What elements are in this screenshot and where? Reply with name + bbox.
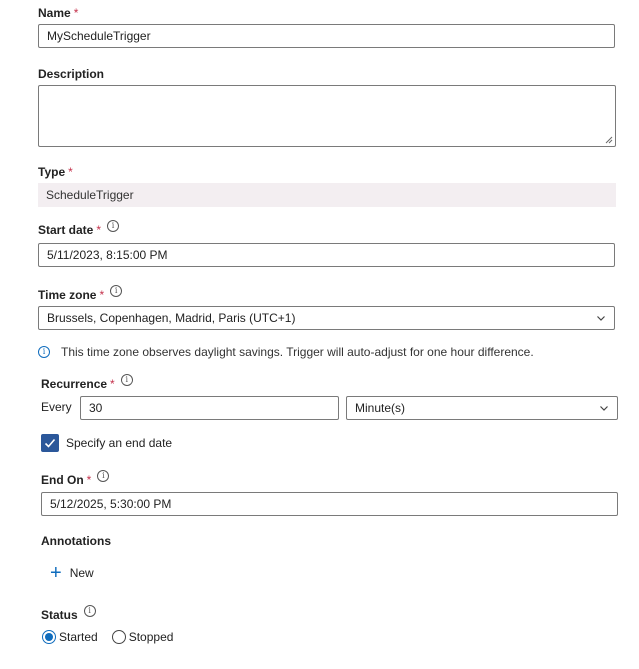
start-date-label [38,223,119,237]
resize-grip-icon[interactable] [605,136,613,144]
time-zone-select-value: Brussels, Copenhagen, Madrid, Paris (UTC+1) [47,311,296,325]
description-label [38,67,104,81]
status-label [41,608,96,622]
end-date-toggle-label: Specify an end date [66,436,173,450]
chevron-down-icon [596,313,606,323]
name-input-value: MyScheduleTrigger [47,29,151,43]
plus-icon: + [50,562,62,584]
end-on-required-mark: * [86,473,92,487]
time-zone-label-text: Time zone [38,288,97,302]
radio-unselected-icon [112,630,126,644]
type-value-text: ScheduleTrigger [46,188,134,202]
start-date-required-mark: * [96,223,102,237]
description-label-text: Description [38,67,105,81]
info-circle-icon[interactable]: i [84,605,96,617]
type-label [38,165,73,179]
time-zone-select[interactable] [38,306,615,330]
info-circle-icon[interactable]: i [107,220,119,232]
time-zone-note-text: This time zone observes daylight savings. Trigger will auto-adjust for one hour difference. [61,345,534,359]
end-on-input[interactable] [41,492,618,516]
add-annotation-label: New [69,566,94,580]
type-value [38,183,616,207]
name-label [38,6,78,20]
status-radio-group [42,630,187,644]
end-on-label-text: End On [41,473,84,487]
status-started-label: Started [59,630,98,644]
end-date-checkbox[interactable] [41,434,59,452]
annotations-label-text: Annotations [41,534,111,548]
status-stopped-label: Stopped [128,630,174,644]
annotations-label [41,534,111,548]
info-circle-icon[interactable]: i [97,470,109,482]
start-date-label-text: Start date [38,223,94,237]
recurrence-required-mark: * [110,377,115,391]
name-label-text: Name [38,6,71,20]
time-zone-required-mark: * [99,288,105,302]
end-date-toggle[interactable] [41,434,172,452]
time-zone-note [38,345,534,359]
recurrence-label [41,377,133,391]
type-label-text: Type [38,165,66,179]
status-stopped-radio[interactable] [112,630,174,644]
start-date-input-value: 5/11/2023, 8:15:00 PM [47,248,168,262]
checkmark-icon [43,436,57,450]
status-label-text: Status [41,608,78,622]
description-textarea[interactable] [38,85,616,147]
name-required-mark: * [73,6,79,20]
radio-selected-icon [42,630,56,644]
end-on-input-value: 5/12/2025, 5:30:00 PM [50,497,172,511]
name-input[interactable] [38,24,615,48]
recurrence-interval-input[interactable] [80,396,339,420]
chevron-down-icon [599,403,609,413]
type-required-mark: * [68,165,73,179]
info-circle-icon: i [38,346,50,358]
recurrence-every-label: Every [41,400,72,414]
recurrence-unit-select[interactable] [346,396,618,420]
start-date-input[interactable] [38,243,615,267]
end-on-label [41,473,109,487]
recurrence-label-text: Recurrence [41,377,108,391]
recurrence-unit-value: Minute(s) [355,401,406,415]
info-circle-icon[interactable]: i [121,374,133,386]
recurrence-interval-value: 30 [89,401,103,415]
info-circle-icon[interactable]: i [110,285,122,297]
add-annotation-button[interactable] [50,563,94,583]
status-started-radio[interactable] [42,630,98,644]
time-zone-label [38,288,122,302]
